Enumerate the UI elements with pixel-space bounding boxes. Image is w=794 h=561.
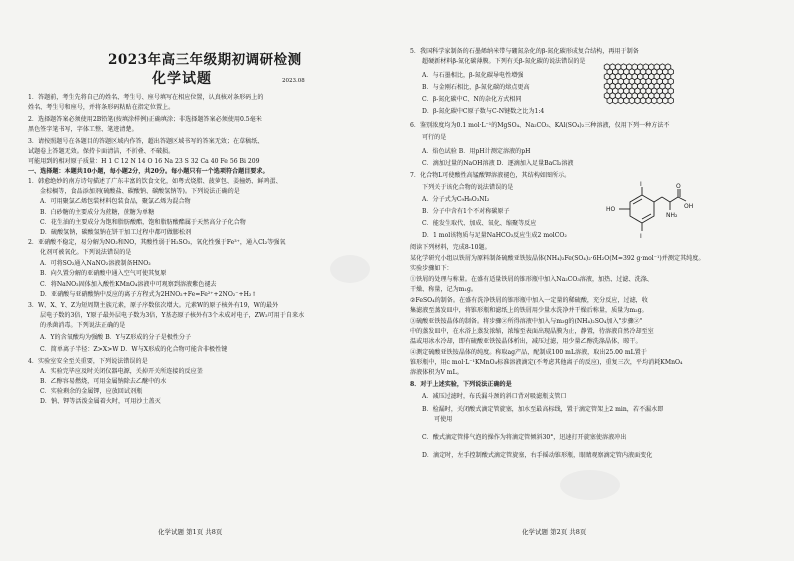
left-text-line: D．亚硝酸与亚硝酸钠中反应的离子方程式为2HNO₂+Fe=Fe²⁺+2NO₂⁻+H₂↑ — [40, 291, 257, 298]
lattice-hexagon — [668, 97, 674, 103]
left-text-line: B．白砂糖的主要成分为蔗糖，蔗糖为单糖 — [40, 209, 155, 216]
left-text-line: B．向久置分解的亚硝酸中通入空气可使其复原 — [40, 270, 167, 277]
mol-label-o: O — [676, 183, 681, 190]
left-text-line: 姓名、考生号和座号，并将条形码粘贴在指定位置上。 — [28, 104, 175, 111]
right-text-line: ③硫酸亚铁铵晶体的制备。将步骤②所得溶液中加入与m₃g的(NH₄)₂SO₄加入"步骤②" — [410, 318, 643, 325]
mol-label-ho: HO — [606, 206, 616, 213]
right-text-line: 实验步骤如下： — [410, 265, 453, 272]
left-text-line: 4．实验室安全至关重要，下列说法错误的是 — [28, 358, 148, 365]
left-text-line: B．乙醇容易燃烧，可用金属钠除去乙醚中的水 — [40, 378, 167, 385]
left-text-line: D．硫酸氢钠，碳酸氢钠在饼干加工过程中都可做膨松剂 — [40, 229, 192, 236]
right-text-line: 可行的是 — [422, 134, 447, 141]
right-text-line: 锥形瓶中，用c mol·L⁻¹KMnO₄标准溶液滴定(不考虑其他离子的反应)，重复三次，平均消耗KMnO₄ — [410, 359, 683, 366]
right-text-line: 温或用冰水冷却，即有硫酸亚铁铵晶体析出，减压过滤，用少量乙醇洗涤晶体，晾干。 — [410, 338, 642, 345]
lattice-hexagon — [629, 97, 635, 103]
right-text-line: A．分子式为C₉H₈O₃NI₂ — [422, 196, 490, 203]
left-text-line: 黑色签字笔书写，字体工整、笔迹清楚。 — [28, 126, 138, 133]
lattice-hexagon — [624, 97, 630, 103]
lattice-hexagon — [607, 97, 613, 103]
right-text-line: 干燥、称量，记为m₁g。 — [410, 286, 477, 293]
right-text-line: 阅读下列材料，完成8-10题。 — [410, 244, 491, 251]
left-text-line: C．简单离子半径：Z>X>W D．W与X形成的化合物可能含非极性键 — [40, 346, 228, 353]
mol-label-i-bottom: I — [640, 233, 642, 240]
right-text-line: D．β-氮化碳中C原子数与C-N键数之比为1:4 — [422, 108, 545, 115]
left-text-line: 化剂可被氧化。下列说法错误的是 — [40, 249, 132, 256]
right-text-line: B．检漏时，关闭酸式滴定管旋塞，加水至最高标线，置于滴定管架上2 min，若不漏水即 — [422, 406, 664, 413]
lattice-hexagon — [635, 97, 641, 103]
lattice-hexagon — [646, 97, 652, 103]
right-text-line: B．与金刚石相比，β-氮化碳的熔点更高 — [422, 84, 530, 91]
right-text-line: 中的蒸发皿中，在水浴上蒸发浓缩，浓缩至表面出现晶膜为止，静置，待溶液自然冷却至室 — [410, 328, 654, 335]
right-text-line: 集滤液至蒸发皿中，将锥形瓶和滤纸上的铁屑用少量水洗净并干燥后称量，质量为m₂g。 — [410, 307, 648, 314]
right-text-line: C．能发生取代、加成、氧化、缩聚等反应 — [422, 220, 537, 227]
right-text-line: B．分子中含有1个不对称碳原子 — [422, 208, 510, 215]
right-text-line: C．酸式滴定管排气泡的操作为将滴定管倾斜30°，迅速打开旋塞使溶液冲出 — [422, 434, 627, 441]
left-text-line: C．将NaNO₂固体加入酸性KMnO₄溶液中可观察到溶液紫色褪去 — [40, 281, 217, 288]
right-text-line: 下列关于该化合物的说法错误的是 — [422, 184, 514, 191]
left-text-line: 3．请按照题号在各题目的答题区域内作答，超出答题区域书写的答案无效；在草稿纸、 — [28, 138, 264, 145]
right-text-line: C．滴加过量的NaOH溶液 D．逐滴加入足量BaCl₂溶液 — [422, 160, 574, 167]
right-page-footer: 化学试题 第2页 共8页 — [522, 528, 587, 536]
left-text-line: 层电子数的3倍，Y原子最外层电子数为3倍，Y基态原子核外有3个未成对电子，ZW₂可用于自来水 — [40, 312, 305, 319]
mol-label-i-top: I — [640, 181, 642, 188]
left-text-line: A．Y的含氧酸均为强酸 B．Y与Z形成的分子是极性分子 — [40, 334, 192, 341]
lattice-hexagon — [651, 97, 657, 103]
left-text-line: C．实验剩余的金属钾，应放回试剂瓶 — [40, 388, 143, 395]
lattice-hexagon — [657, 97, 663, 103]
right-text-line: A．减压过滤时，布氏漏斗颈的斜口背对吸滤瓶支管口 — [422, 393, 567, 400]
subject-title: 化学试题 — [152, 71, 212, 87]
left-text-line: 1．韩愈绝妙的南方诗句描述了广东丰富的饮食文化，如粤式烧腊、菠萝包、姜撞奶、鲜鸡蛋、 — [28, 178, 282, 185]
beta-carbon-nitride-lattice-figure — [603, 63, 681, 103]
right-text-line: 某化学研究小组以铁屑为原料制备硫酸亚铁铵晶体(NH₄)₂Fe(SO₄)₂·6H₂O(M=392 g·mol⁻¹)并测定其纯度。 — [410, 255, 705, 262]
right-text-line: ④测定硫酸亚铁铵晶体的纯度。称取ag产品，配制成100 mL溶液，取出25.00 mL置于 — [410, 349, 647, 356]
left-text-line: C．花生油的主要成分为饱和脂肪酸酯，饱和脂肪酸酯属于天然高分子化合物 — [40, 219, 246, 226]
left-text-line: 的杀菌消毒。下列说法正确的是 — [40, 322, 126, 329]
right-text-line: D．滴定时，左手控制酸式滴定管旋塞，右手摇动锥形瓶，眼睛观察滴定管内液面变化 — [422, 452, 653, 459]
left-text-line: A．可将SO₂通入NaNO₂溶液制备HNO₂ — [40, 260, 151, 267]
lattice-hexagon — [662, 97, 668, 103]
right-text-line: A．与石墨相比，β-氮化碳导电性增强 — [422, 72, 524, 79]
right-text-line: ②FeSO₄的制备。在盛有洗净铁屑的锥形瓶中加入一定量的稀硫酸，充分反应，过滤，收 — [410, 297, 648, 304]
scan-smudge — [330, 255, 370, 283]
right-text-line: 7．化合物L可使酸性高锰酸钾溶液褪色，其结构如图所示。 — [410, 172, 571, 179]
left-text-line: A．可用聚氯乙烯包装材料包装食品，聚氯乙烯为混合物 — [40, 198, 191, 205]
right-text-line: D．1 mol该物质与足量NaHCO₃反应生成2 molCO₂ — [422, 232, 567, 239]
right-text-line: 可使用 — [434, 416, 453, 423]
lattice-hexagon — [613, 97, 619, 103]
left-page-footer: 化学试题 第1页 共8页 — [158, 528, 223, 536]
mol-label-nh2: NH₂ — [666, 212, 678, 219]
right-text-line: 6．鉴别浓度均为0.1 mol·L⁻¹的MgSO₄、Na₂CO₃、KAl(SO₄)₂三种溶液，仅用下列一种方法不 — [410, 122, 670, 129]
left-text-line: 金棕榈等，食品添加剂(硫酸盐、碳酸钠、碳酸氢钠等)。下列说法正确的是 — [40, 188, 240, 195]
left-text-line: 2．选择题答案必须使用2B铅笔(按填涂样例)正确填涂；非选择题答案必须使用0.5毫米 — [28, 116, 262, 123]
lattice-hexagon — [618, 97, 624, 103]
left-text-line: 1．答题前，考生先将自己的姓名、考生号、座号填写在相应位置，认真核对条形码上的 — [28, 94, 264, 101]
scan-smudge — [560, 470, 620, 500]
exam-date: 2023.08 — [282, 78, 305, 84]
left-text-line: D．钠、钾等活泼金属着火时，可用沙土盖灭 — [40, 398, 161, 405]
right-text-line: C．β-氮化碳中C、N的杂化方式相同 — [422, 96, 522, 103]
exam-title: 2023年高三年级期初调研检测 — [108, 52, 302, 68]
right-text-line: A．焰色试验 B．用pH计测定溶液的pH — [422, 148, 531, 155]
left-text-line: 可能用到的相对原子质量：H 1 C 12 N 14 O 16 Na 23 S 32 Ca 40 Fe 56 Bi 209 — [28, 158, 260, 165]
left-text-line: 2．亚硝酸不稳定，易分解为NO₂和NO，其酸性弱于H₂SO₃，氧化性强于Fe³⁺，通入Cl₂等强氧 — [28, 239, 286, 246]
right-text-line: 溶液体积为V mL。 — [410, 369, 463, 376]
left-text-line: 一、选择题：本题共10小题，每小题2分，共20分。每小题只有一个选项符合题目要求。 — [28, 168, 269, 175]
left-text-line: 试题卷上答题无效。保持卡面清洁，不折叠、不破损。 — [28, 148, 175, 155]
mol-label-oh: OH — [684, 203, 694, 210]
right-text-line: 5．我国科学家制备的石墨烯纳米带与硼氮杂化的β-氮化碳形成复合结构，再用于制备 — [410, 48, 639, 55]
left-text-line: A．实验完毕应及时关闭仪器电源，关掉开关所连接的反应釜 — [40, 368, 203, 375]
right-text-line: ①铁屑的处理与称量。在盛有适量铁屑的锥形瓶中加入Na₂CO₃溶液，加热、过滤、洗涤、 — [410, 276, 653, 283]
lattice-hexagon — [640, 97, 646, 103]
compound-l-structure-figure — [602, 180, 692, 246]
left-text-line: 3．W、X、Y、Z为短周期主族元素，原子序数依次增大。元素W的原子核外有19，W的最外 — [28, 302, 279, 309]
right-text-line: 8．对于上述实验，下列说法正确的是 — [410, 381, 512, 388]
right-text-line: 超硬新材料β-氮化碳薄膜。下列有关β-氮化碳的说法错误的是 — [422, 58, 586, 65]
